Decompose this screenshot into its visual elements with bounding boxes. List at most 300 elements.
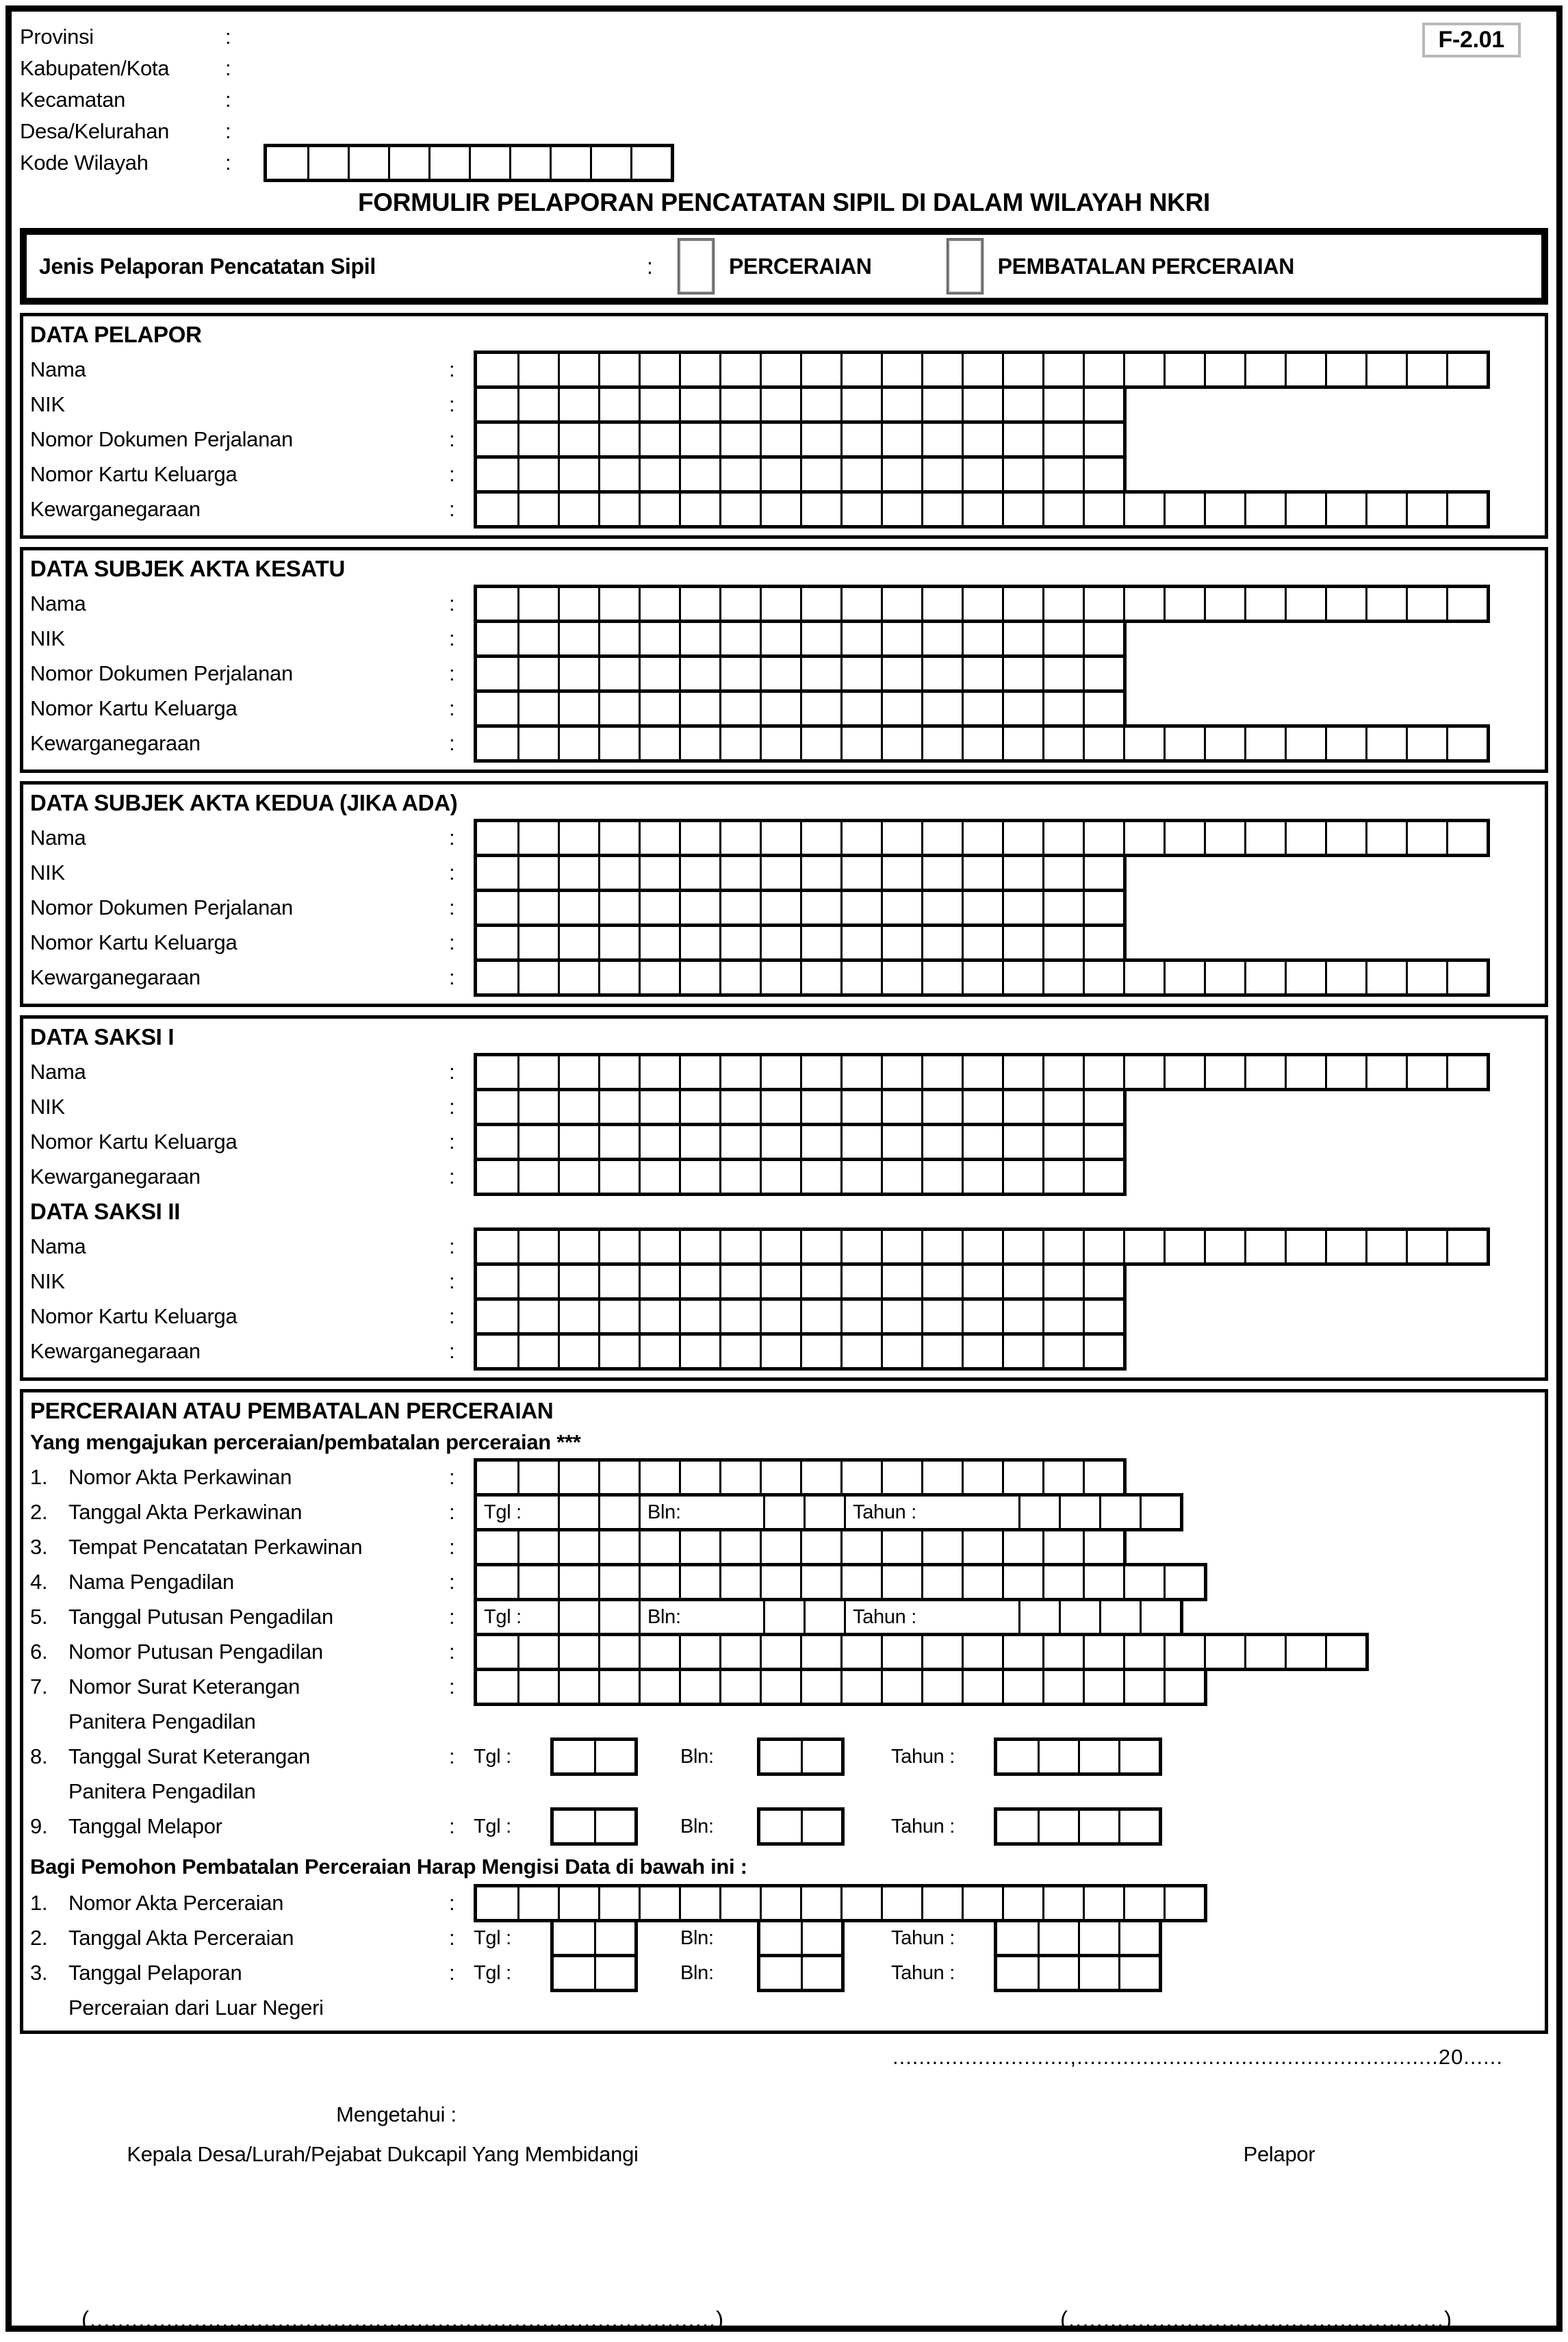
char-box[interactable] [477,1636,517,1668]
char-box[interactable] [639,1091,679,1123]
char-box[interactable] [840,389,881,420]
char-box[interactable] [1042,424,1083,455]
char-box[interactable] [1002,1091,1042,1123]
char-box[interactable] [1002,1462,1042,1493]
char-box[interactable] [962,1056,1002,1088]
char-box[interactable] [1365,962,1406,993]
char-box[interactable] [1244,1056,1285,1088]
char-box[interactable] [477,1126,517,1158]
char-box[interactable] [881,1887,921,1919]
char-box[interactable] [962,892,1002,924]
char-box[interactable] [477,1091,517,1123]
char-box[interactable] [1042,389,1083,420]
char-box[interactable] [719,927,760,958]
char-box[interactable] [962,424,1002,455]
char-box[interactable] [921,728,962,759]
char-box[interactable] [598,1601,639,1633]
char-box[interactable] [679,962,719,993]
char-box[interactable] [477,424,517,455]
char-box[interactable] [921,1301,962,1332]
char-box[interactable] [881,1091,921,1123]
char-box[interactable] [760,1887,800,1919]
char-box[interactable] [760,1301,800,1332]
char-box[interactable] [679,1462,719,1493]
char-box[interactable] [1083,857,1123,889]
char-box[interactable] [1365,588,1406,620]
char-box[interactable] [962,728,1002,759]
char-box[interactable] [800,693,840,724]
char-box[interactable] [639,728,679,759]
char-box[interactable] [679,1671,719,1703]
char-box[interactable] [840,1091,881,1123]
char-box[interactable] [1325,354,1365,385]
char-box[interactable] [997,1811,1038,1842]
char-box[interactable] [517,588,558,620]
char-box[interactable] [1164,822,1204,854]
char-box[interactable] [800,927,840,958]
char-box[interactable] [477,857,517,889]
char-box[interactable] [719,1566,760,1598]
char-box[interactable] [1083,1231,1123,1262]
char-box[interactable] [921,892,962,924]
char-box[interactable] [517,424,558,455]
char-box[interactable] [962,389,1002,420]
char-box[interactable] [679,354,719,385]
char-box[interactable] [840,1126,881,1158]
char-box[interactable] [598,658,639,689]
char-box[interactable] [719,822,760,854]
char-box[interactable] [1285,728,1325,759]
char-box[interactable] [517,1126,558,1158]
char-box[interactable] [840,1056,881,1088]
char-box[interactable] [1042,1336,1083,1367]
char-box[interactable] [800,1126,840,1158]
char-box[interactable] [1042,1301,1083,1332]
char-box[interactable] [558,892,598,924]
char-box[interactable] [1244,1231,1285,1262]
char-box[interactable] [760,1231,800,1262]
char-box[interactable] [554,1811,594,1842]
char-box[interactable] [1406,728,1446,759]
char-box[interactable] [1002,1566,1042,1598]
char-box[interactable] [477,1231,517,1262]
char-box[interactable] [840,623,881,654]
char-box[interactable] [639,1336,679,1367]
char-box[interactable] [1083,1301,1123,1332]
char-box[interactable] [598,1566,639,1598]
char-box[interactable] [962,1671,1002,1703]
char-box[interactable] [1446,588,1487,620]
char-box[interactable] [800,1336,840,1367]
char-box[interactable] [1083,693,1123,724]
char-box[interactable] [840,1671,881,1703]
char-box[interactable] [1204,822,1244,854]
char-box[interactable] [1365,1056,1406,1088]
char-box[interactable] [1042,1671,1083,1703]
char-box[interactable] [679,424,719,455]
char-box[interactable] [962,1091,1002,1123]
char-box[interactable] [639,962,679,993]
char-box[interactable] [1325,962,1365,993]
char-box[interactable] [558,927,598,958]
char-box[interactable] [517,1231,558,1262]
char-box[interactable] [760,494,800,525]
char-box[interactable] [1042,1636,1083,1668]
char-box[interactable] [840,1301,881,1332]
char-box[interactable] [639,1531,679,1563]
char-box[interactable] [1083,728,1123,759]
char-box[interactable] [881,693,921,724]
char-box[interactable] [800,1161,840,1193]
char-box[interactable] [1083,354,1123,385]
char-box[interactable] [1164,588,1204,620]
char-box[interactable] [840,1266,881,1297]
char-box[interactable] [639,424,679,455]
char-box[interactable] [1042,1056,1083,1088]
char-box[interactable] [921,1091,962,1123]
char-box[interactable] [598,1462,639,1493]
char-box[interactable] [517,1636,558,1668]
char-box[interactable] [1083,1462,1123,1493]
char-box[interactable] [801,1741,841,1772]
char-box[interactable] [1042,1091,1083,1123]
char-box[interactable] [679,1231,719,1262]
char-box[interactable] [590,147,630,179]
char-box[interactable] [1123,588,1164,620]
char-box[interactable] [962,658,1002,689]
char-box[interactable] [477,354,517,385]
char-box[interactable] [800,389,840,420]
char-box[interactable] [1078,1957,1118,1989]
char-box[interactable] [962,1462,1002,1493]
char-box[interactable] [1042,623,1083,654]
char-box[interactable] [800,1566,840,1598]
char-box[interactable] [558,623,598,654]
char-box[interactable] [558,354,598,385]
char-box[interactable] [598,1126,639,1158]
char-box[interactable] [679,1266,719,1297]
char-box[interactable] [1042,822,1083,854]
char-box[interactable] [881,623,921,654]
char-box[interactable] [517,389,558,420]
char-box[interactable] [800,494,840,525]
char-box[interactable] [1002,728,1042,759]
char-box[interactable] [517,1091,558,1123]
char-box[interactable] [760,1922,801,1954]
char-box[interactable] [719,1231,760,1262]
char-box[interactable] [881,822,921,854]
char-box[interactable] [1038,1741,1078,1772]
char-box[interactable] [921,1056,962,1088]
char-box[interactable] [1204,1056,1244,1088]
char-box[interactable] [800,892,840,924]
char-box[interactable] [679,927,719,958]
char-box[interactable] [598,892,639,924]
char-box[interactable] [760,1091,800,1123]
char-box[interactable] [1083,459,1123,490]
char-box[interactable] [719,1531,760,1563]
char-box[interactable] [921,623,962,654]
char-box[interactable] [598,822,639,854]
char-box[interactable] [881,1056,921,1088]
char-box[interactable] [962,1887,1002,1919]
char-box[interactable] [1244,354,1285,385]
char-box[interactable] [760,424,800,455]
char-box[interactable] [558,1266,598,1297]
char-box[interactable] [1002,1266,1042,1297]
char-box[interactable] [1042,588,1083,620]
char-box[interactable] [921,1266,962,1297]
char-box[interactable] [1059,1601,1099,1633]
char-box[interactable] [477,658,517,689]
char-box[interactable] [1164,1887,1204,1919]
char-box[interactable] [719,962,760,993]
char-box[interactable] [594,1922,634,1954]
char-box[interactable] [719,588,760,620]
char-box[interactable] [1164,1566,1204,1598]
char-box[interactable] [1118,1957,1159,1989]
char-box[interactable] [598,1231,639,1262]
char-box[interactable] [517,1462,558,1493]
char-box[interactable] [1164,1636,1204,1668]
char-box[interactable] [1244,494,1285,525]
char-box[interactable] [1002,623,1042,654]
char-box[interactable] [1083,927,1123,958]
char-box[interactable] [517,1566,558,1598]
char-box[interactable] [1244,1636,1285,1668]
char-box[interactable] [719,1636,760,1668]
char-box[interactable] [679,1091,719,1123]
char-box[interactable] [1204,728,1244,759]
char-box[interactable] [517,1056,558,1088]
char-box[interactable] [679,1566,719,1598]
char-box[interactable] [760,1161,800,1193]
char-box[interactable] [962,962,1002,993]
char-box[interactable] [921,693,962,724]
char-box[interactable] [760,459,800,490]
char-box[interactable] [921,1462,962,1493]
char-box[interactable] [1042,459,1083,490]
char-box[interactable] [1078,1741,1118,1772]
char-box[interactable] [881,1531,921,1563]
char-box[interactable] [598,1091,639,1123]
char-box[interactable] [477,1336,517,1367]
char-box[interactable] [598,962,639,993]
char-box[interactable] [800,424,840,455]
char-box[interactable] [1002,658,1042,689]
char-box[interactable] [388,147,428,179]
char-box[interactable] [639,658,679,689]
char-box[interactable] [1002,892,1042,924]
char-box[interactable] [1002,494,1042,525]
char-box[interactable] [550,147,590,179]
char-box[interactable] [477,623,517,654]
char-box[interactable] [840,728,881,759]
char-box[interactable] [1325,822,1365,854]
char-box[interactable] [760,1957,801,1989]
char-box[interactable] [598,588,639,620]
char-box[interactable] [517,658,558,689]
char-box[interactable] [1083,1336,1123,1367]
char-box[interactable] [719,1887,760,1919]
char-box[interactable] [517,857,558,889]
char-box[interactable] [517,1671,558,1703]
char-box[interactable] [962,857,1002,889]
char-box[interactable] [1123,1636,1164,1668]
char-box[interactable] [558,1566,598,1598]
char-box[interactable] [517,892,558,924]
char-box[interactable] [558,424,598,455]
char-box[interactable] [801,1811,841,1842]
char-box[interactable] [800,1231,840,1262]
char-box[interactable] [1083,1091,1123,1123]
char-box[interactable] [517,1531,558,1563]
char-box[interactable] [760,962,800,993]
char-box[interactable] [840,494,881,525]
char-box[interactable] [760,1266,800,1297]
char-box[interactable] [1042,354,1083,385]
char-box[interactable] [594,1957,634,1989]
char-box[interactable] [921,1531,962,1563]
char-box[interactable] [881,354,921,385]
char-box[interactable] [962,459,1002,490]
char-box[interactable] [1042,962,1083,993]
char-box[interactable] [267,147,307,179]
checkbox-pembatalan-perceraian[interactable] [947,239,983,294]
char-box[interactable] [1285,1056,1325,1088]
char-box[interactable] [921,494,962,525]
char-box[interactable] [554,1957,594,1989]
char-box[interactable] [558,1601,598,1633]
char-box[interactable] [760,1056,800,1088]
char-box[interactable] [558,1636,598,1668]
char-box[interactable] [1083,424,1123,455]
char-box[interactable] [840,962,881,993]
char-box[interactable] [881,728,921,759]
char-box[interactable] [1078,1811,1118,1842]
char-box[interactable] [962,494,1002,525]
char-box[interactable] [800,1671,840,1703]
char-box[interactable] [1285,494,1325,525]
char-box[interactable] [881,389,921,420]
char-box[interactable] [517,494,558,525]
char-box[interactable] [477,1671,517,1703]
char-box[interactable] [598,927,639,958]
char-box[interactable] [639,494,679,525]
char-box[interactable] [1123,354,1164,385]
char-box[interactable] [1365,1231,1406,1262]
char-box[interactable] [517,1887,558,1919]
char-box[interactable] [1123,1231,1164,1262]
char-box[interactable] [719,1462,760,1493]
char-box[interactable] [1002,424,1042,455]
char-box[interactable] [760,1462,800,1493]
char-box[interactable] [1042,927,1083,958]
char-box[interactable] [719,1161,760,1193]
char-box[interactable] [598,424,639,455]
char-box[interactable] [800,1636,840,1668]
char-box[interactable] [840,1636,881,1668]
char-box[interactable] [1083,1161,1123,1193]
char-box[interactable] [921,424,962,455]
char-box[interactable] [1325,494,1365,525]
char-box[interactable] [840,693,881,724]
char-box[interactable] [679,623,719,654]
char-box[interactable] [558,1336,598,1367]
checkbox-perceraian[interactable] [678,239,714,294]
char-box[interactable] [1002,459,1042,490]
char-box[interactable] [517,962,558,993]
char-box[interactable] [477,459,517,490]
char-box[interactable] [1002,822,1042,854]
char-box[interactable] [1204,588,1244,620]
char-box[interactable] [558,459,598,490]
char-box[interactable] [639,354,679,385]
char-box[interactable] [1406,588,1446,620]
char-box[interactable] [517,822,558,854]
char-box[interactable] [558,588,598,620]
char-box[interactable] [840,658,881,689]
char-box[interactable] [962,1126,1002,1158]
char-box[interactable] [477,927,517,958]
char-box[interactable] [800,822,840,854]
char-box[interactable] [639,857,679,889]
char-box[interactable] [477,1887,517,1919]
char-box[interactable] [1325,1231,1365,1262]
char-box[interactable] [639,1671,679,1703]
char-box[interactable] [348,147,388,179]
char-box[interactable] [1118,1811,1159,1842]
char-box[interactable] [477,588,517,620]
char-box[interactable] [679,1126,719,1158]
char-box[interactable] [719,1056,760,1088]
char-box[interactable] [1446,494,1487,525]
char-box[interactable] [1002,354,1042,385]
char-box[interactable] [477,892,517,924]
char-box[interactable] [1083,1266,1123,1297]
char-box[interactable] [1123,1887,1164,1919]
char-box[interactable] [760,623,800,654]
char-box[interactable] [1042,1126,1083,1158]
char-box[interactable] [1083,494,1123,525]
char-box[interactable] [1083,1671,1123,1703]
char-box[interactable] [921,927,962,958]
char-box[interactable] [962,1231,1002,1262]
char-box[interactable] [1204,1636,1244,1668]
char-box[interactable] [598,389,639,420]
char-box[interactable] [1446,1231,1487,1262]
char-box[interactable] [1042,728,1083,759]
char-box[interactable] [881,1231,921,1262]
char-box[interactable] [1446,822,1487,854]
char-box[interactable] [1042,1887,1083,1919]
char-box[interactable] [1406,1231,1446,1262]
char-box[interactable] [1083,822,1123,854]
char-box[interactable] [558,1462,598,1493]
char-box[interactable] [1018,1601,1059,1633]
char-box[interactable] [921,459,962,490]
char-box[interactable] [1083,892,1123,924]
char-box[interactable] [1002,962,1042,993]
char-box[interactable] [679,459,719,490]
char-box[interactable] [558,1497,598,1528]
char-box[interactable] [558,1126,598,1158]
char-box[interactable] [679,1301,719,1332]
char-box[interactable] [558,1671,598,1703]
char-box[interactable] [719,857,760,889]
char-box[interactable] [1002,1887,1042,1919]
char-box[interactable] [554,1741,594,1772]
